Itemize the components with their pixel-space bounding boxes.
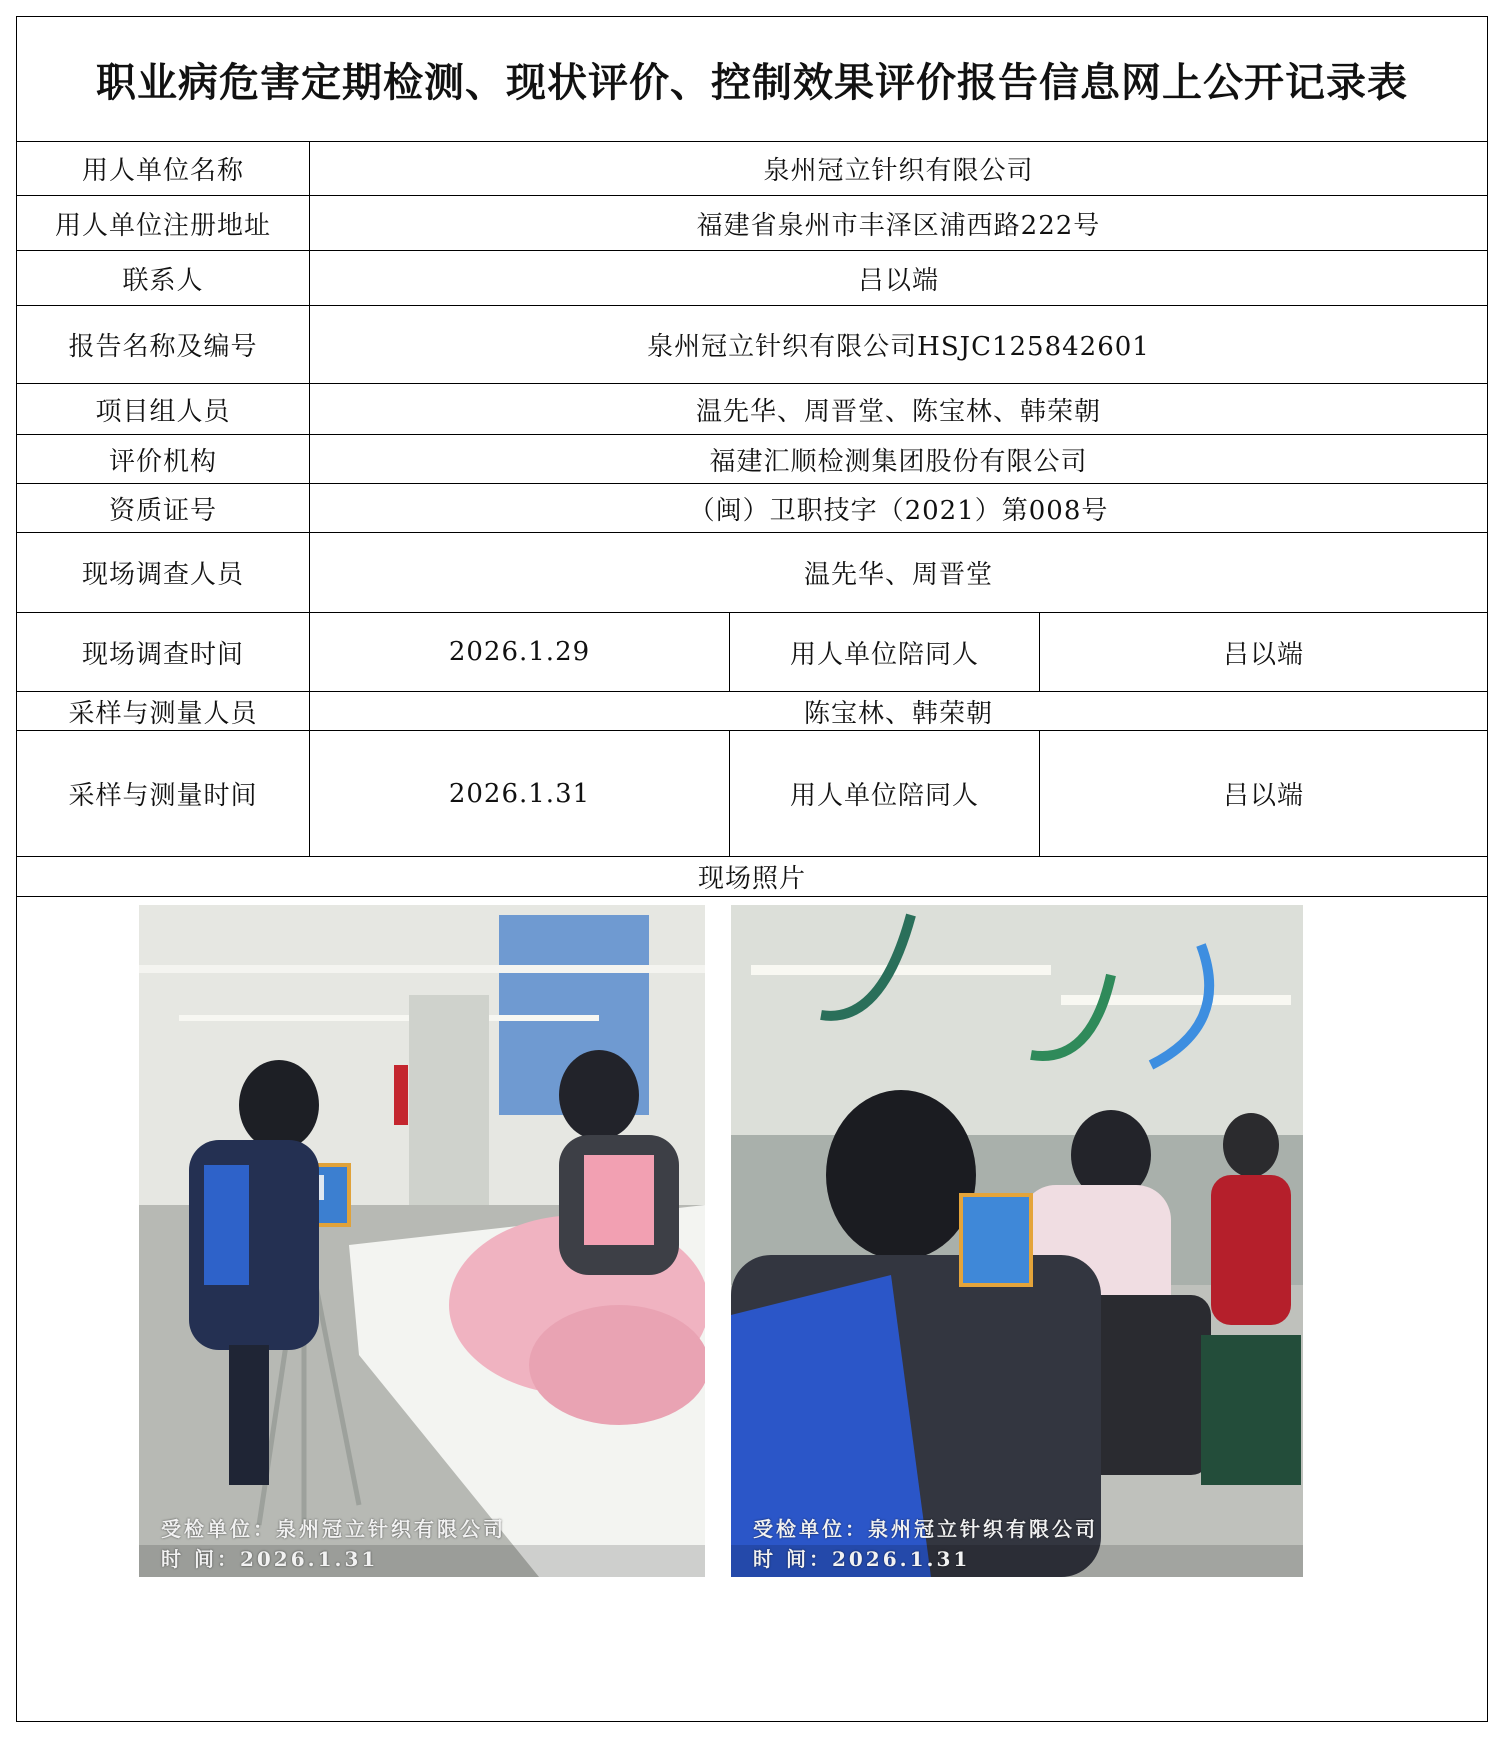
sampling-companion-label: 用人单位陪同人 [729, 731, 1039, 856]
page-title: 职业病危害定期检测、现状评价、控制效果评价报告信息网上公开记录表 [96, 59, 1408, 106]
row-team [17, 384, 1487, 435]
site-photo-2-image [731, 905, 1303, 1577]
photo-2-caption-unit: 受检单位：泉州冠立针织有限公司 [753, 1517, 1098, 1541]
employer-address-label: 用人单位注册地址 [54, 210, 271, 241]
title-row [17, 17, 1487, 142]
qualification-value: （闽）卫职技字（2021）第008号 [309, 484, 1487, 532]
row-sampling-staff [17, 692, 1487, 731]
employer-address-value: 福建省泉州市丰泽区浦西路222号 [309, 196, 1487, 250]
photo-2-caption-time: 时 间：2026.1.31 [753, 1547, 971, 1571]
photo-1-caption-time: 时 间：2026.1.31 [161, 1547, 379, 1571]
row-employer-address [17, 196, 1487, 251]
sampling-time-value: 2026.1.31 [309, 731, 729, 856]
site-photo-1-image [139, 905, 705, 1577]
sampling-staff-label: 采样与测量人员 [68, 698, 258, 729]
report-label: 报告名称及编号 [68, 332, 258, 362]
report-value: 泉州冠立针织有限公司HSJC125842601 [309, 306, 1487, 383]
survey-staff-label: 现场调查人员 [81, 560, 244, 590]
sampling-staff-value: 陈宝林、韩荣朝 [309, 692, 1487, 730]
team-value: 温先华、周晋堂、陈宝林、韩荣朝 [309, 384, 1487, 434]
record-table [16, 16, 1488, 1722]
row-survey-time [17, 613, 1487, 692]
site-photo-2 [731, 905, 1303, 1577]
row-contact [17, 251, 1487, 306]
agency-value: 福建汇顺检测集团股份有限公司 [309, 435, 1487, 483]
survey-time-value: 2026.1.29 [309, 613, 729, 691]
photos-area [17, 897, 1487, 1723]
photo-1-caption-unit: 受检单位：泉州冠立针织有限公司 [161, 1517, 506, 1541]
row-survey-staff [17, 533, 1487, 613]
row-photos-header [17, 857, 1487, 897]
row-qualification [17, 484, 1487, 533]
row-employer-name [17, 142, 1487, 196]
row-sampling-time [17, 731, 1487, 857]
qualification-label: 资质证号 [108, 495, 217, 526]
photos-header: 现场照片 [697, 864, 806, 894]
contact-label: 联系人 [122, 265, 204, 296]
survey-time-label: 现场调查时间 [81, 639, 244, 670]
contact-value: 吕以端 [309, 251, 1487, 305]
row-report [17, 306, 1487, 384]
sampling-companion-value: 吕以端 [1039, 731, 1487, 856]
survey-companion-value: 吕以端 [1039, 613, 1487, 691]
row-agency [17, 435, 1487, 484]
agency-label: 评价机构 [108, 446, 217, 477]
employer-name-label: 用人单位名称 [81, 156, 244, 186]
employer-name-value: 泉州冠立针织有限公司 [309, 142, 1487, 195]
survey-staff-value: 温先华、周晋堂 [309, 533, 1487, 612]
sampling-time-label: 采样与测量时间 [68, 781, 258, 811]
survey-companion-label: 用人单位陪同人 [729, 613, 1039, 691]
site-photo-1 [139, 905, 705, 1577]
team-label: 项目组人员 [95, 396, 231, 427]
